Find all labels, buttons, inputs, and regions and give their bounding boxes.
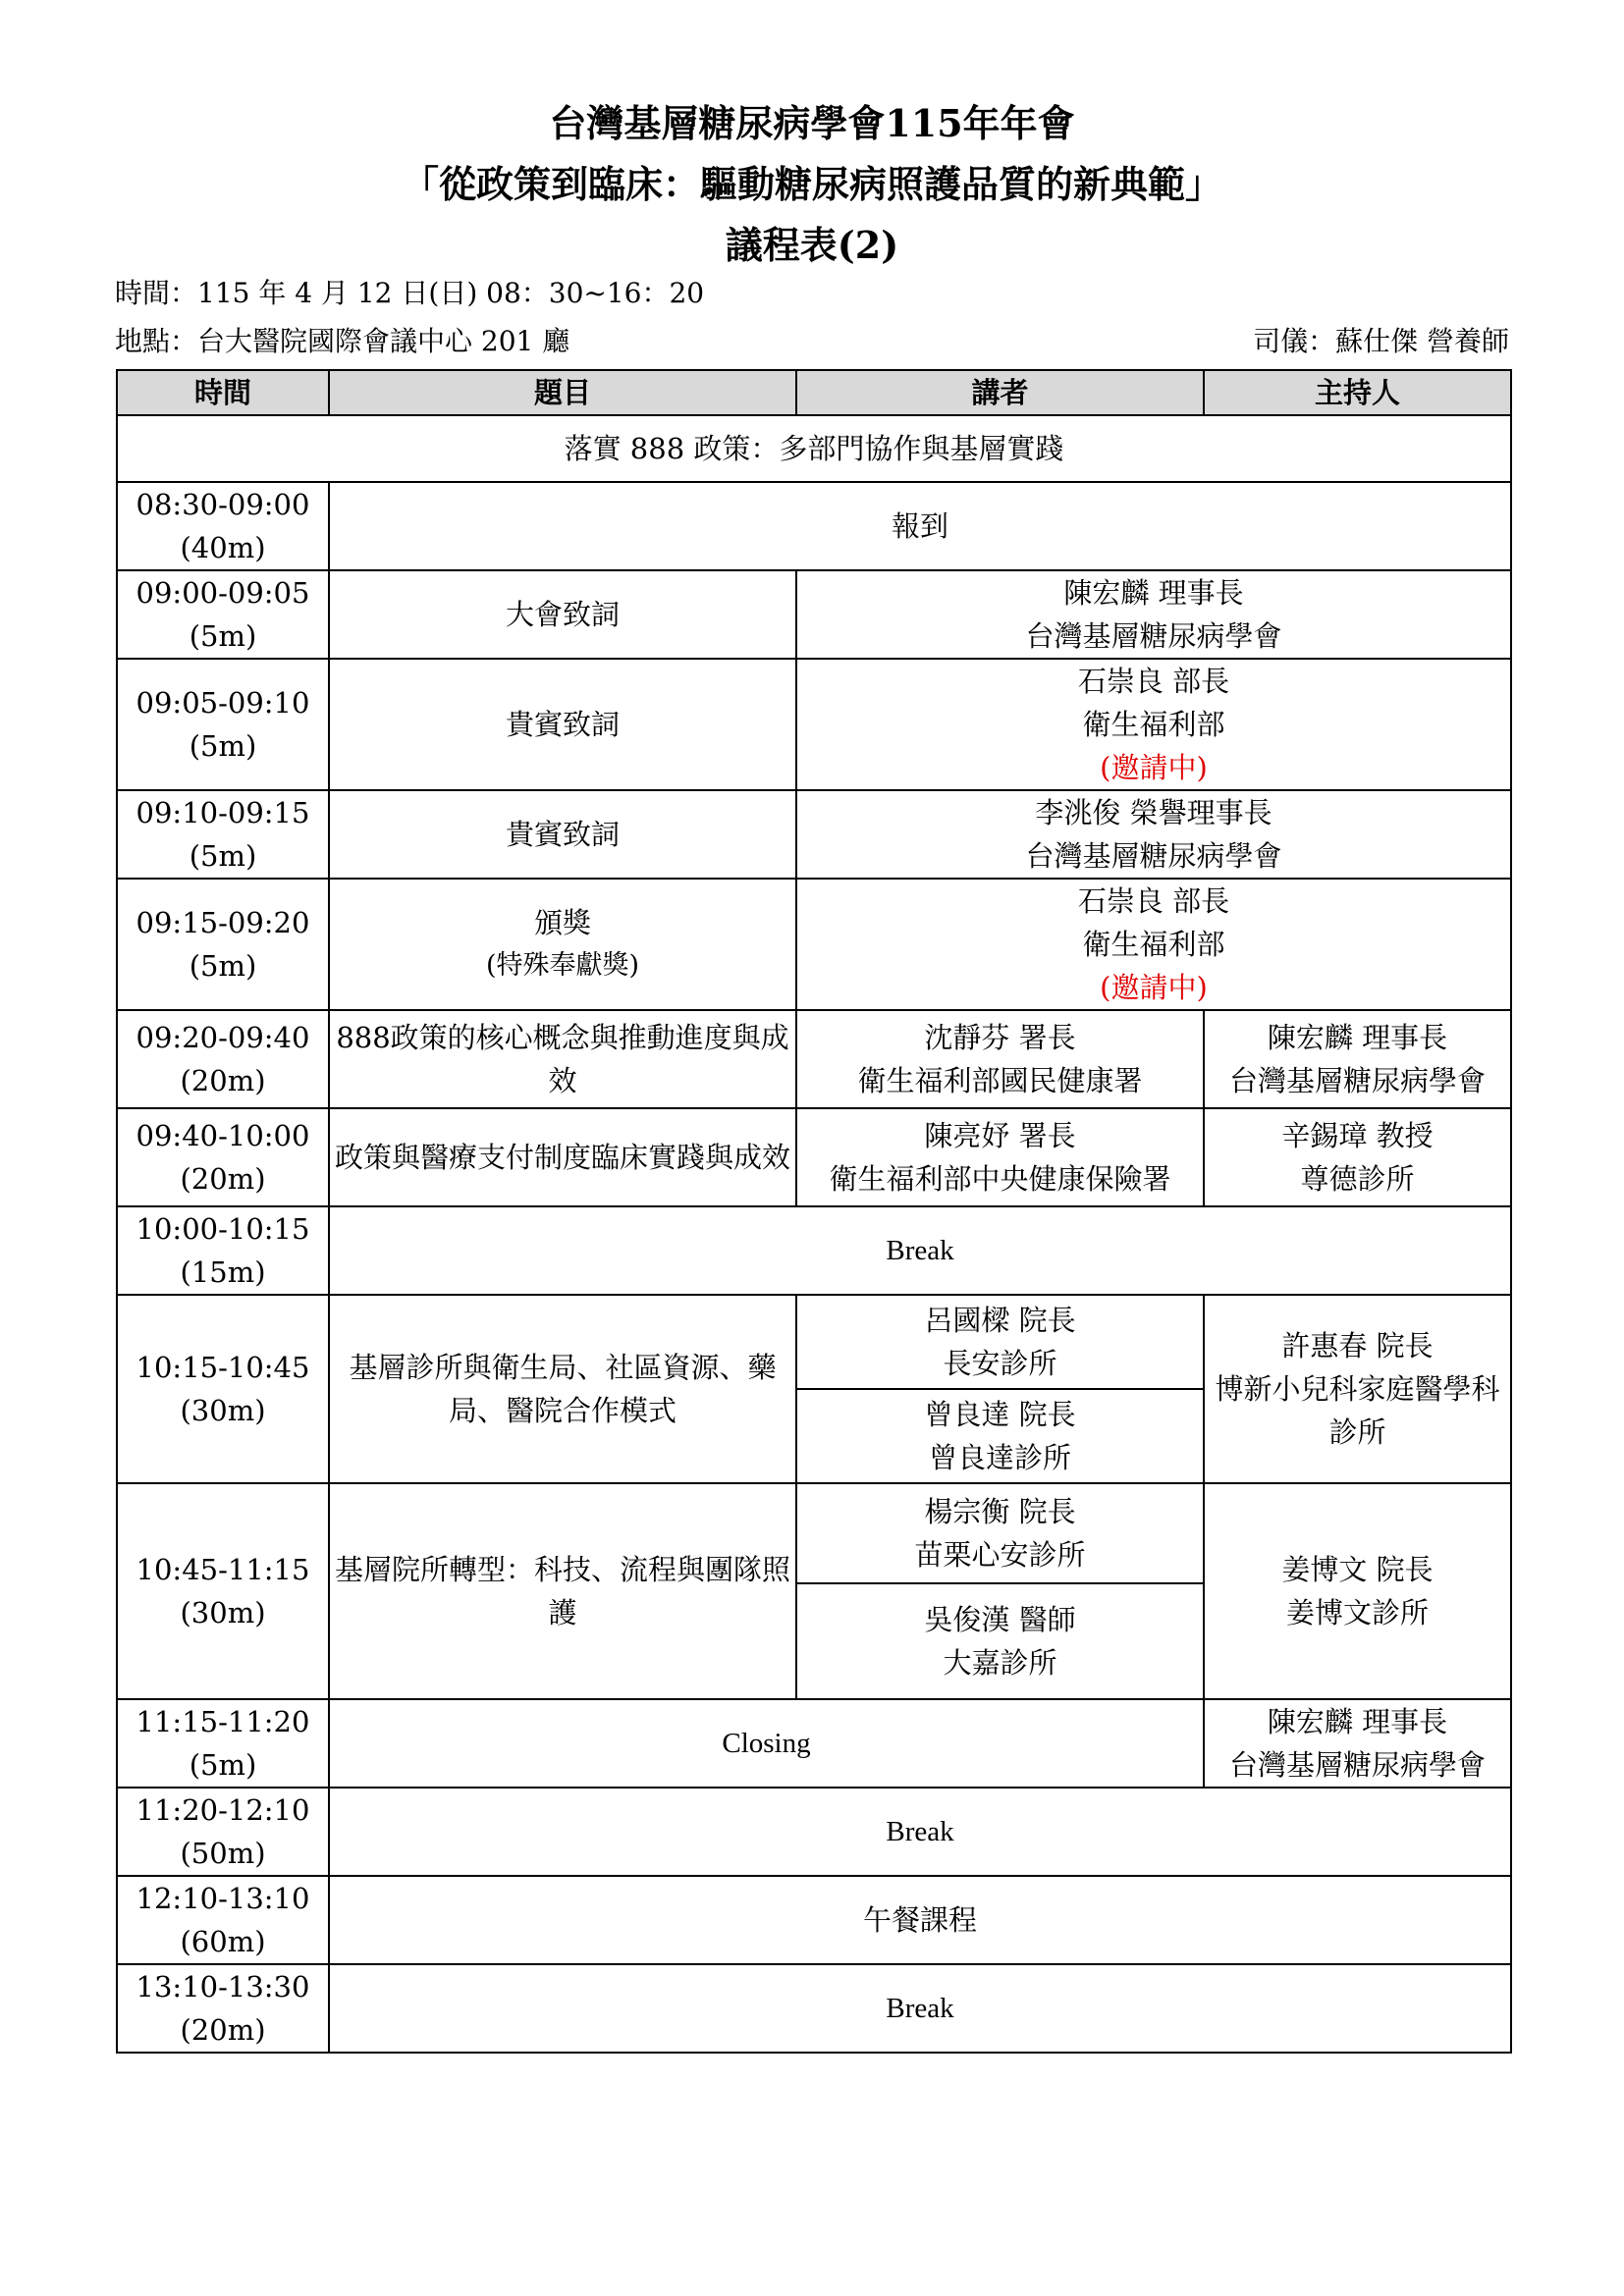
time-range: 09:15-09:20 [135, 906, 310, 939]
duration: (50m) [180, 1837, 266, 1870]
speaker-name: 石崇良 部長 [1077, 665, 1230, 698]
header-moderator: 主持人 [1204, 370, 1511, 415]
invited-note: (邀請中) [1100, 751, 1208, 784]
speaker-name: 吳俊漢 醫師 [924, 1603, 1076, 1636]
moderator-cell [1204, 1108, 1511, 1206]
header-row [117, 370, 1511, 415]
time-cell [117, 1876, 329, 1964]
table-row [117, 570, 1511, 659]
table-row [117, 482, 1511, 570]
conference-title: 台灣基層糖尿病學會115年年會 [549, 101, 1075, 145]
speaker-cell [796, 1108, 1204, 1206]
speaker-cell [796, 1295, 1204, 1389]
speaker-cell [796, 790, 1511, 879]
speaker-affiliation: 衛生福利部 [1082, 708, 1225, 741]
speaker-name: 呂國樑 院長 [924, 1304, 1076, 1337]
moderator-name: 陳宏麟 理事長 [1267, 1705, 1448, 1738]
speaker-affiliation: 台灣基層糖尿病學會 [1025, 839, 1282, 873]
topic-cell: 基層院所轉型：科技、流程與團隊照護 [329, 1483, 796, 1699]
time-cell [117, 1483, 329, 1699]
speaker-cell [796, 570, 1511, 659]
speaker-name: 陳宏麟 理事長 [1063, 576, 1244, 610]
header-time: 時間 [117, 370, 329, 415]
time-range: 11:20-12:10 [135, 1793, 310, 1827]
topic-cell: 888政策的核心概念與推動進度與成效 [329, 1010, 796, 1108]
table-row [117, 1788, 1511, 1876]
moderator-name: 辛錫璋 教授 [1281, 1119, 1434, 1152]
moderator-name: 許惠春 院長 [1281, 1329, 1434, 1362]
duration: (20m) [180, 1162, 266, 1196]
time-cell [117, 570, 329, 659]
time-cell [117, 1295, 329, 1483]
topic-cell: 貴賓致詞 [329, 790, 796, 879]
speaker-cell [796, 879, 1511, 1010]
time-range: 10:45-11:15 [135, 1553, 310, 1586]
table-row [117, 1483, 1511, 1583]
span-cell: Break [329, 1964, 1511, 2053]
table-row [117, 1206, 1511, 1295]
time-range: 10:00-10:15 [135, 1212, 310, 1246]
time-cell [117, 1964, 329, 2053]
table-row [117, 1964, 1511, 2053]
duration: (5m) [189, 949, 257, 983]
duration: (40m) [180, 531, 266, 564]
speaker-cell [796, 1010, 1204, 1108]
header-speaker: 講者 [796, 370, 1204, 415]
time-range: 09:05-09:10 [135, 686, 310, 720]
time-range: 13:10-13:30 [135, 1970, 310, 2003]
time-cell [117, 659, 329, 790]
topic-cell: Closing [329, 1699, 1204, 1788]
time-cell [117, 1206, 329, 1295]
time-cell [117, 1699, 329, 1788]
event-venue: 地點：台大醫院國際會議中心 201 廳 [115, 325, 570, 357]
moderator-cell [1204, 1483, 1511, 1699]
table-row [117, 1876, 1511, 1964]
time-cell [117, 879, 329, 1010]
invited-note: (邀請中) [1100, 971, 1208, 1004]
agenda-table [116, 369, 1512, 2054]
time-range: 09:00-09:05 [135, 576, 310, 610]
section-title: 落實 888 政策：多部門協作與基層實踐 [117, 415, 1511, 482]
time-range: 09:20-09:40 [135, 1021, 310, 1054]
moderator-cell [1204, 1010, 1511, 1108]
topic-cell: 貴賓致詞 [329, 659, 796, 790]
duration: (5m) [189, 839, 257, 873]
speaker-name: 曾良達 院長 [924, 1398, 1076, 1431]
time-cell [117, 1788, 329, 1876]
table-row [117, 879, 1511, 1010]
duration: (15m) [180, 1255, 266, 1289]
speaker-affiliation: 台灣基層糖尿病學會 [1025, 619, 1282, 653]
speaker-cell [796, 1583, 1204, 1699]
table-row [117, 790, 1511, 879]
moderator-affiliation: 博新小兒科家庭醫學科診所 [1215, 1372, 1500, 1449]
table-row [117, 1699, 1511, 1788]
time-range: 12:10-13:10 [135, 1882, 310, 1915]
moderator-cell [1204, 1699, 1511, 1788]
span-cell: 報到 [329, 482, 1511, 570]
speaker-affiliation: 苗栗心安診所 [914, 1538, 1086, 1572]
span-cell: Break [329, 1788, 1511, 1876]
time-cell [117, 1108, 329, 1206]
moderator-name: 姜博文 院長 [1281, 1553, 1434, 1586]
span-cell: Break [329, 1206, 1511, 1295]
agenda-title: 議程表(2) [725, 223, 899, 267]
time-range: 08:30-09:00 [135, 488, 310, 521]
moderator-affiliation: 姜博文診所 [1285, 1596, 1429, 1629]
duration: (20m) [180, 1064, 266, 1097]
time-cell [117, 1010, 329, 1108]
moderator-cell [1204, 1295, 1511, 1483]
header-topic: 題目 [329, 370, 796, 415]
moderator-affiliation: 台灣基層糖尿病學會 [1228, 1748, 1486, 1782]
duration: (5m) [189, 619, 257, 653]
moderator-affiliation: 尊德診所 [1300, 1162, 1415, 1196]
speaker-affiliation: 長安診所 [943, 1347, 1057, 1380]
time-range: 10:15-10:45 [135, 1351, 310, 1384]
duration: (20m) [180, 2013, 266, 2047]
speaker-affiliation: 大嘉診所 [943, 1646, 1057, 1680]
duration: (30m) [180, 1394, 266, 1427]
table-row [117, 1295, 1511, 1389]
event-time: 時間：115 年 4 月 12 日(日) 08：30~16：20 [115, 277, 705, 309]
speaker-name: 李洮俊 榮譽理事長 [1035, 796, 1272, 829]
table-row [117, 1010, 1511, 1108]
speaker-name: 沈靜芬 署長 [924, 1021, 1076, 1054]
time-range: 09:10-09:15 [135, 796, 310, 829]
topic-note: (特殊奉獻獎) [485, 950, 640, 981]
time-range: 11:15-11:20 [135, 1705, 310, 1738]
topic-cell [329, 879, 796, 1010]
span-cell: 午餐課程 [329, 1876, 1511, 1964]
time-cell [117, 482, 329, 570]
duration: (5m) [189, 729, 257, 763]
speaker-cell [796, 1483, 1204, 1583]
topic-text: 頒獎 [533, 906, 591, 939]
speaker-cell [796, 659, 1511, 790]
topic-cell: 政策與醫療支付制度臨床實踐與成效 [329, 1108, 796, 1206]
duration: (30m) [180, 1596, 266, 1629]
section-row [117, 415, 1511, 482]
time-range: 09:40-10:00 [135, 1119, 310, 1152]
duration: (5m) [189, 1748, 257, 1782]
moderator-affiliation: 台灣基層糖尿病學會 [1228, 1064, 1486, 1097]
duration: (60m) [180, 1925, 266, 1958]
topic-cell: 基層診所與衛生局、社區資源、藥局、醫院合作模式 [329, 1295, 796, 1483]
time-cell [117, 790, 329, 879]
speaker-affiliation: 衛生福利部中央健康保險署 [829, 1162, 1171, 1196]
table-row [117, 1108, 1511, 1206]
topic-cell: 大會致詞 [329, 570, 796, 659]
conference-theme: 「從政策到臨床：驅動糖尿病照護品質的新典範」 [401, 162, 1222, 206]
speaker-affiliation: 曾良達診所 [928, 1441, 1071, 1474]
event-host: 司儀：蘇仕傑 營養師 [1253, 325, 1509, 357]
speaker-affiliation: 衛生福利部國民健康署 [857, 1064, 1143, 1097]
speaker-cell [796, 1389, 1204, 1483]
speaker-name: 陳亮妤 署長 [924, 1119, 1076, 1152]
moderator-name: 陳宏麟 理事長 [1267, 1021, 1448, 1054]
speaker-name: 楊宗衡 院長 [924, 1495, 1076, 1528]
table-row [117, 659, 1511, 790]
speaker-name: 石崇良 部長 [1077, 884, 1230, 918]
speaker-affiliation: 衛生福利部 [1082, 928, 1225, 961]
